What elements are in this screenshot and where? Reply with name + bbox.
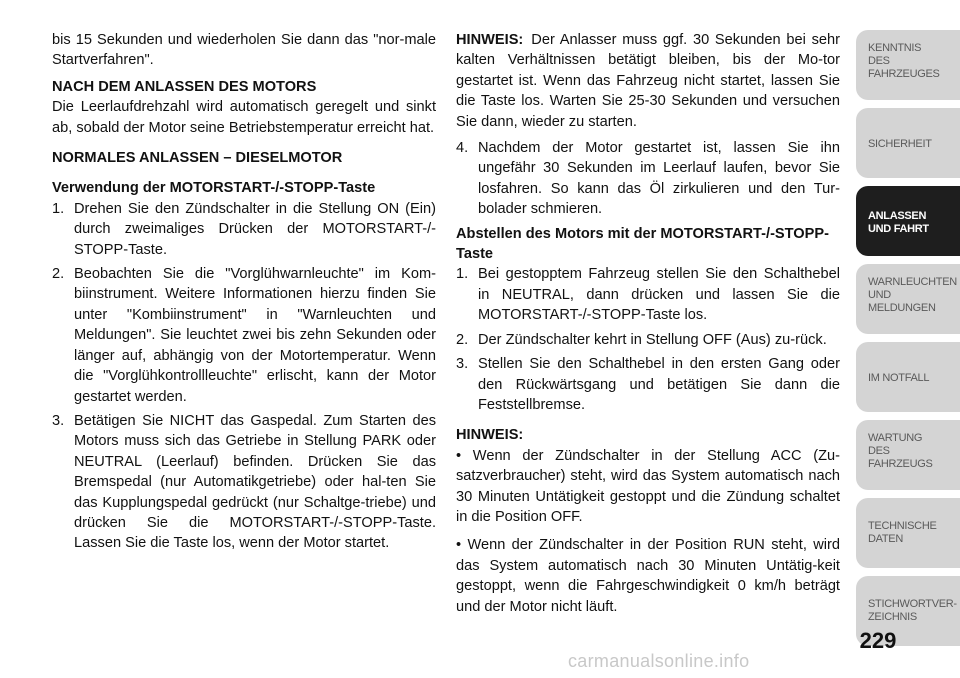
heading-start-stop-button: Verwendung der MOTORSTART-/-STOPP-Taste [52, 180, 376, 197]
tab-technische-daten[interactable]: TECHNISCHE DATEN [856, 498, 960, 568]
left-column [52, 30, 436, 558]
stop-steps-list [456, 264, 840, 415]
list-item: 1. Drehen Sie den Zündschalter in die Stellung ON (Ein) durch zweimaliges Drücken der MOTORSTART-/-STOPP-Taste. [52, 200, 436, 258]
list-item: 2. Beobachten Sie die "Vorglühwarnleuchte" im Kom-biinstrument. Weitere Informationen hierzu finden Sie unter "Kombiinstrument" in "Warnleuchten und Meldungen". Sie leuchtet zwei bis zehn Sekunden oder länger auf, abhängig von der Motortemperatur. Wenn die "Vorglühkontrollleuchte" erlischt, kann der Motor gestartet werden. [52, 266, 436, 405]
tab-wartung[interactable]: WARTUNG DES FAHRZEUGS [856, 420, 960, 490]
list-item: 4. Nachdem der Motor gestartet ist, lassen Sie ihn ungefähr 30 Sekunden im Leerlauf laufen, bevor Sie losfahren. So kann das Öl zirkulieren und den Tur-bolader schmieren. [456, 140, 840, 218]
idle-paragraph: Die Leerlaufdrehzahl wird automatisch geregelt und sinkt ab, sobald der Motor seine Betriebstemperatur erreicht hat. [52, 99, 436, 136]
list-item: 1. Bei gestopptem Fahrzeug stellen Sie den Schalthebel in NEUTRAL, dann drücken und lassen Sie die MOTORSTART-/-STOPP-Taste los. [456, 266, 840, 324]
intro-paragraph: bis 15 Sekunden und wiederholen Sie dann das "nor-male Startverfahren". [52, 32, 436, 69]
hinweis-label: HINWEIS: [456, 32, 524, 48]
hinweis-text: Der Anlasser muss ggf. 30 Sekunden bei sehr kalten Verhältnissen betätigt bleiben, bis der Mo-tor gestartet ist. Wenn das Fahrzeug nicht startet, lassen Sie die Taste los. Warten Sie 25-30 Sekunden und versuchen Sie dann, wieder zu starten. [456, 32, 840, 130]
tab-stichwortverzeichnis[interactable]: STICHWORTVER- ZEICHNIS [856, 576, 960, 646]
page-number: 229 [859, 628, 897, 653]
start-steps-list [52, 199, 436, 554]
bullet-run: • Wenn der Zündschalter in der Position RUN steht, wird das System automatisch nach 30 Minuten Untätig-keit gestoppt, wenn die Fahrgeschwindigkeit 0 km/h beträgt und der Motor nicht läuft. [456, 537, 840, 615]
hinweis-paragraph [456, 30, 840, 132]
right-column [456, 30, 840, 625]
heading-stop-engine: Abstellen des Motors mit der MOTORSTART-/-STOPP-Taste [456, 225, 829, 263]
list-item: 3. Stellen Sie den Schalthebel in den ersten Gang oder den Rückwärtsgang und betätigen Sie dann die Feststellbremse. [456, 356, 840, 413]
heading-hinweis: HINWEIS: [456, 427, 524, 444]
heading-after-start: NACH DEM ANLASSEN DES MOTORS [52, 78, 317, 95]
list-item: 3. Betätigen Sie NICHT das Gaspedal. Zum Starten des Motors muss sich das Getriebe in Stellung PARK oder NEUTRAL (Leerlauf) befinden. Drücken Sie das Bremspedal (nur Automatikgetriebe) oder hal-ten Sie das Kupplungspedal gedrückt (nur Schaltge-triebe) und drücken Sie die MOTORSTART-/-STOPP-Taste. Lassen Sie die Taste los, wenn der Motor startet. [52, 412, 436, 552]
list-item: 2. Der Zündschalter kehrt in Stellung OFF (Aus) zu-rück. [456, 331, 827, 348]
heading-diesel-start: NORMALES ANLASSEN – DIESELMOTOR [52, 150, 343, 167]
tab-warnleuchten[interactable]: WARNLEUCHTEN UND MELDUNGEN [856, 264, 960, 334]
tab-kenntnis[interactable]: KENNTNIS DES FAHRZEUGES [856, 30, 960, 100]
tab-sicherheit[interactable]: SICHERHEIT [856, 108, 960, 178]
continued-steps-list [456, 138, 840, 220]
watermark: carmanualsonline.info [568, 651, 750, 671]
tab-im-notfall[interactable]: IM NOTFALL [856, 342, 960, 412]
chapter-sidebar [856, 30, 960, 654]
bullet-acc: • Wenn der Zündschalter in der Stellung ACC (Zu-satzverbraucher) steht, wird das System automatisch nach 30 Minuten Untätigkeit gestoppt und die Zündung schaltet in die Position OFF. [456, 447, 840, 525]
tab-anlassen[interactable]: ANLASSEN UND FAHRT [856, 186, 960, 256]
